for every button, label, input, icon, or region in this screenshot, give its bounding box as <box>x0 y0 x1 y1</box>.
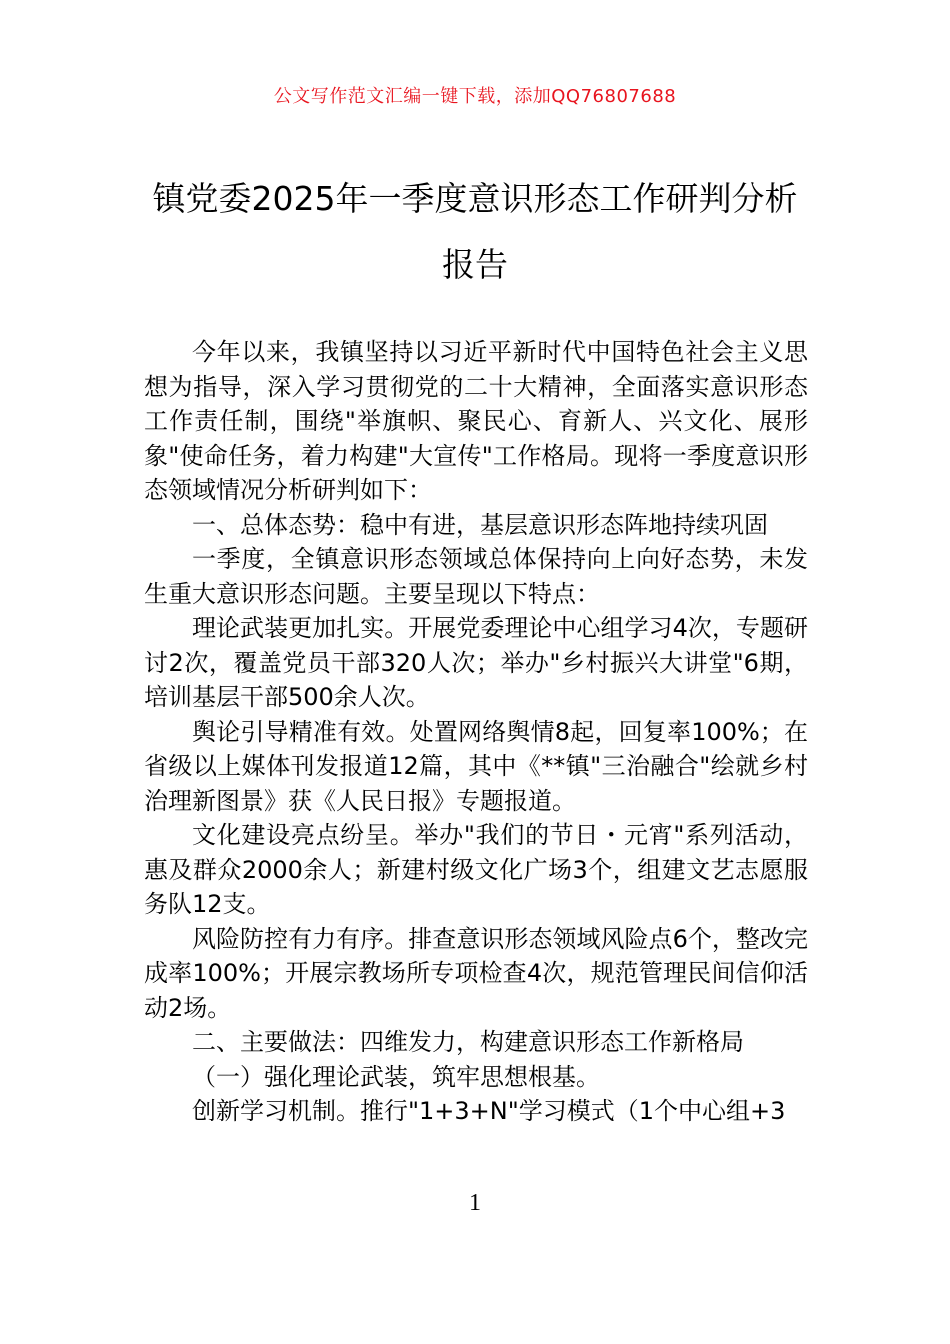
paragraph-learning: 创新学习机制。推行"1+3+N"学习模式（1个中心组+3 <box>192 1097 786 1125</box>
subsection-heading-1: （一）强化理论武装，筑牢思想根基。 <box>192 1062 600 1091</box>
paragraph-theory: 理论武装更加扎实。开展党委理论中心组学习4次，专题研讨2次，覆盖党员干部320人次；举办"乡村振兴大讲堂"6期，培训基层干部500余人次。 <box>144 614 808 711</box>
section-heading-1: 一、总体态势：稳中有进，基层意识形态阵地持续巩固 <box>192 510 768 539</box>
section-heading-2: 二、主要做法：四维发力，构建意识形态工作新格局 <box>192 1028 744 1056</box>
paragraph-risk: 风险防控有力有序。排查意识形态领域风险点6个，整改完成率100%；开展宗教场所专项检查4次，规范管理民间信仰活动2场。 <box>144 924 808 1022</box>
paragraph-intro: 今年以来，我镇坚持以习近平新时代中国特色社会主义思想为指导，深入学习贯彻党的二十大精神，全面落实意识形态工作责任制，围绕"举旗帜、聚民心、育新人、兴文化、展形象"使命任务，着力构建"大宣传"工作格局。现将一季度意识形态领域情况分析研判如下： <box>144 338 808 504</box>
paragraph-opinion: 舆论引导精准有效。处置网络舆情8起，回复率100%；在省级以上媒体刊发报道12篇，其中《**镇"三治融合"绘就乡村治理新图景》获《人民日报》专题报道。 <box>144 717 808 815</box>
document-body <box>144 335 808 1129</box>
paragraph-culture: 文化建设亮点纷呈。举办"我们的节日・元宵"系列活动，惠及群众2000余人；新建村级文化广场3个，组建文艺志愿服务队12支。 <box>144 821 808 918</box>
paragraph-overview: 一季度，全镇意识形态领域总体保持向上向好态势，未发生重大意识形态问题。主要呈现以下特点： <box>144 545 808 608</box>
document-title: 镇党委2025年一季度意识形态工作研判分析报告 <box>152 179 798 284</box>
page-number: 1 <box>469 1190 481 1216</box>
download-notice: 公文写作范文汇编一键下载，添加QQ76807688 <box>273 86 677 107</box>
